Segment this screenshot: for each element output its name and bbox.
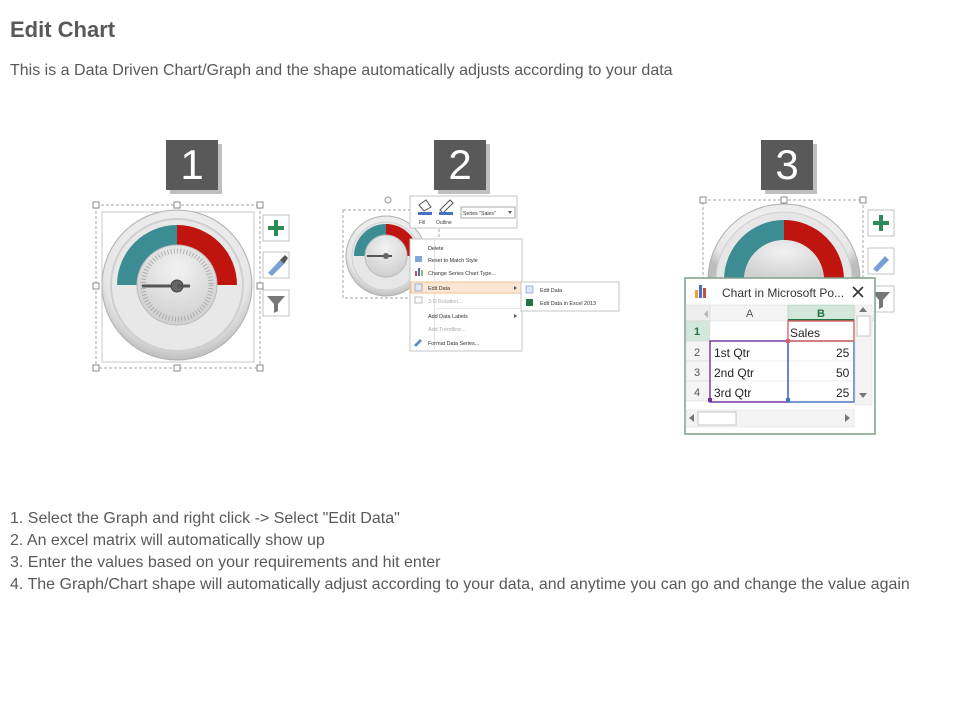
chart-filters-button[interactable] [263,290,289,316]
svg-text:4: 4 [694,387,701,399]
submenu-item-edit-data[interactable] [526,286,562,294]
format-mini-toolbar [410,196,517,228]
svg-text:Change Series Chart Type...: Change Series Chart Type... [428,271,496,277]
window-title: Chart in Microsoft Po... [722,286,845,300]
page-title: Edit Chart [10,17,116,42]
excel-icon [526,299,533,306]
svg-text:25: 25 [836,346,850,360]
chart-type-icon [415,271,417,276]
svg-text:Add Trendline...: Add Trendline... [428,327,466,333]
instruction-step-4: 4. The Graph/Chart shape will automatically adjust according to your data, and anytime you can go and change the value again [10,576,910,593]
menu-item-delete[interactable] [428,246,444,252]
svg-text:2nd Qtr: 2nd Qtr [714,366,755,380]
svg-text:Edit Data: Edit Data [428,286,451,292]
table-row[interactable] [686,361,854,381]
svg-text:25: 25 [836,386,850,400]
svg-text:Add Data Labels: Add Data Labels [428,314,468,320]
instruction-step-2: 2. An excel matrix will automatically show up [10,532,325,549]
svg-text:3: 3 [694,367,701,379]
edit-data-submenu [521,282,619,311]
svg-text:Edit Data: Edit Data [540,288,563,294]
vertical-scrollbar[interactable] [855,305,872,405]
svg-text:Series "Sales": Series "Sales" [463,211,496,217]
chart-elements-button[interactable] [263,215,289,241]
step-3-badge: 3 [761,140,813,190]
spreadsheet-grid[interactable] [686,321,854,402]
column-header-a[interactable]: A [746,308,754,320]
instruction-step-1: 1. Select the Graph and right click -> Select "Edit Data" [10,510,400,527]
table-row[interactable] [686,341,854,361]
svg-text:1: 1 [694,326,701,338]
series-select[interactable] [461,207,515,218]
chart-styles-button[interactable] [263,252,289,278]
reset-icon [415,256,422,262]
svg-text:Format Data Series...: Format Data Series... [428,341,480,347]
chart-elements-button[interactable] [868,210,894,236]
menu-item-add-trendline[interactable] [428,327,466,333]
step-2-badge: 2 [434,140,486,190]
svg-text:Edit Data in Excel 2013: Edit Data in Excel 2013 [540,301,597,307]
step-1-gauge-chart[interactable] [93,202,263,371]
svg-text:Reset to Match Style: Reset to Match Style [428,258,478,264]
page-subtitle: This is a Data Driven Chart/Graph and the shape automatically adjusts according to your data [10,62,673,79]
svg-text:2: 2 [694,347,701,359]
step-1-badge: 1 [166,140,218,190]
edit-data-icon [415,284,422,291]
step-3-gauge-chart[interactable] [700,197,866,280]
context-menu [410,239,522,351]
column-header-b[interactable]: B [817,308,825,320]
chart-styles-button[interactable] [868,248,894,274]
svg-text:Fill: Fill [419,220,426,226]
svg-text:Sales: Sales [790,326,821,340]
svg-text:1st Qtr: 1st Qtr [714,346,751,360]
instruction-step-3: 3. Enter the values based on your requirements and hit enter [10,554,441,571]
instructions-list [10,508,940,596]
table-row[interactable] [686,321,854,341]
menu-item-edit-data[interactable] [411,282,521,293]
svg-text:Delete: Delete [428,246,444,252]
svg-text:3-D Rotation...: 3-D Rotation... [428,299,463,305]
svg-text:3rd Qtr: 3rd Qtr [714,386,752,400]
svg-text:Outline: Outline [436,220,452,226]
svg-text:50: 50 [836,366,850,380]
horizontal-scrollbar[interactable] [686,410,854,427]
edit-data-icon [526,286,533,293]
excel-data-window [685,278,875,434]
